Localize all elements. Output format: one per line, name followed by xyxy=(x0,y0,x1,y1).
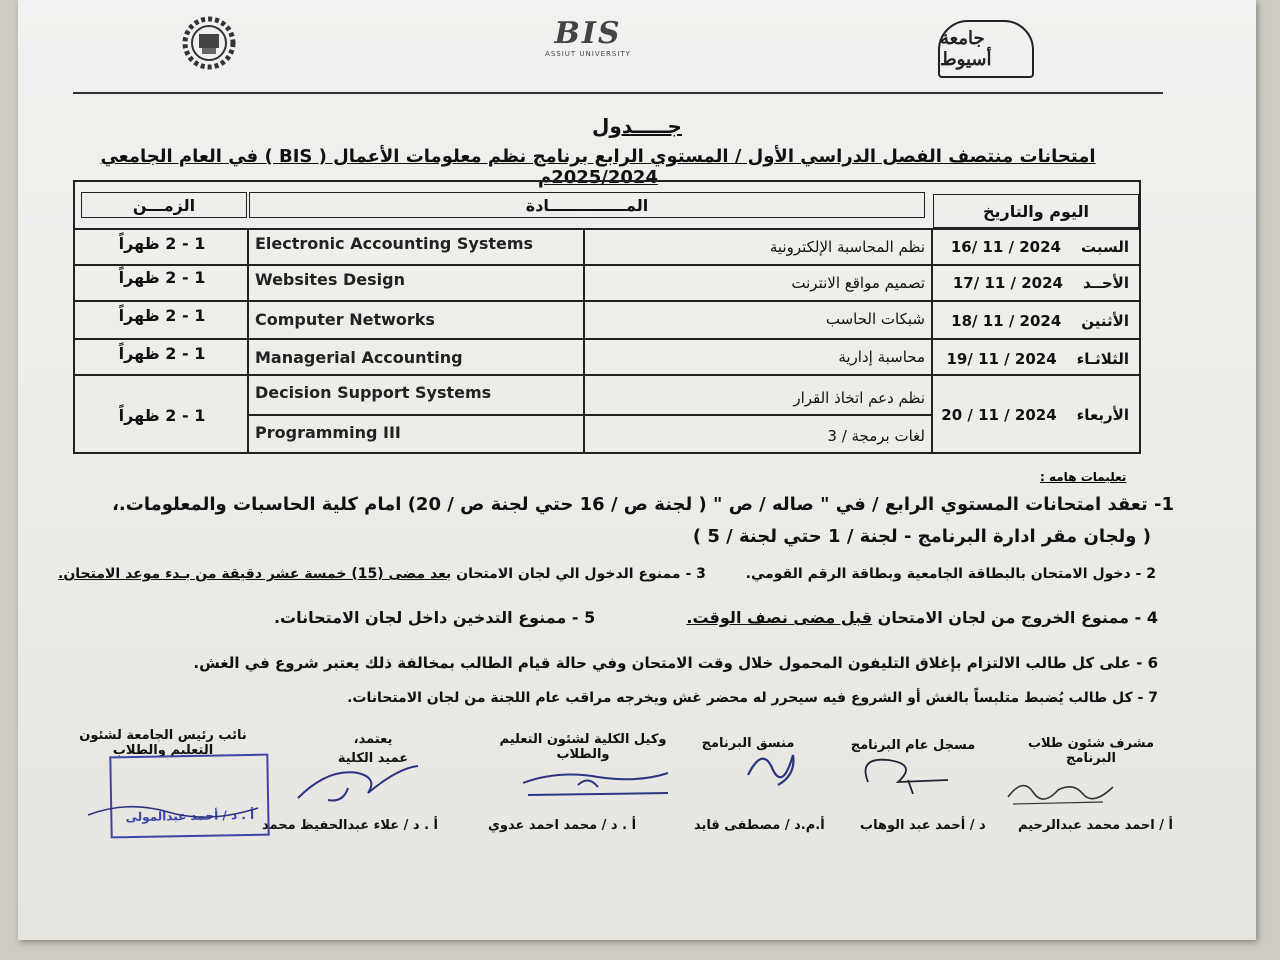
table-row-day-date xyxy=(933,266,1139,300)
university-logo-text: جامعة أسيوط xyxy=(940,28,992,70)
date-label: 2024 / 11 /17 xyxy=(952,274,1063,292)
bis-logo-text: BIS xyxy=(554,16,622,51)
instructions-title: تعليمات هامه : xyxy=(1040,470,1127,484)
instruction-1-continued: ( ولجان مقر ادارة البرنامج - لجنة / 1 حتي لجنة / 5 ) xyxy=(692,526,1151,547)
header-subject: المــــــــــــــادة xyxy=(249,192,925,218)
instruction-3: 3 - ممنوع الدخول الي لجان الامتحان xyxy=(451,566,706,582)
handwritten-signature xyxy=(1003,772,1123,812)
handwritten-signature xyxy=(288,758,428,808)
table-row-subject-ar: نظم المحاسبة الإلكترونية xyxy=(769,238,925,256)
day-label: الثلاثـاء xyxy=(1076,350,1129,368)
table-row-subject-ar: نظم دعم اتخاذ القرار xyxy=(793,389,925,407)
table-row-subject-en: Computer Networks xyxy=(255,309,435,329)
instruction-5: 5 - ممنوع التدخين داخل لجان الامتحانات. xyxy=(273,608,596,627)
instruction-4: 4 - ممنوع الخروج من لجان الامتحان xyxy=(872,608,1158,627)
signature-role: مشرف شئون طلاب البرنامج xyxy=(1027,736,1155,766)
signature-name: د / أحمد عبد الوهاب xyxy=(860,818,986,833)
page-subtitle: امتحانات منتصف الفصل الدراسي الأول / المستوي الرابع برنامج نظم معلومات الأعمال ( BIS ) في العام الجامعي 2025/2024م xyxy=(100,146,1096,188)
bis-logo xyxy=(513,18,663,64)
signature-block xyxy=(986,736,1156,766)
date-label: 2024 / 11 / 20 xyxy=(941,406,1057,424)
document-page xyxy=(18,0,1256,940)
instruction-6: 6 - على كل طالب الالتزام بإغلاق التليفون المحمول خلال وقت الامتحان وفي حالة قيام الطالب بمخالفة ذلك يعتبر شروع في الغش. xyxy=(193,654,1158,672)
stamp-name: أ . د / أحمد عبدالمولى xyxy=(125,807,255,825)
table-row-subject-en: Decision Support Systems xyxy=(255,382,492,402)
table-row-subject-ar: محاسبة إدارية xyxy=(838,348,925,366)
table-row-subject-en: Programming III xyxy=(255,422,401,442)
table-row-day-date xyxy=(933,342,1139,376)
date-label: 2024 / 11 /16 xyxy=(950,238,1061,256)
handwritten-signature xyxy=(738,745,808,795)
signature-name: أ . د / محمد احمد عدوي xyxy=(488,818,637,833)
instruction-1: 1- تعقد امتحانات المستوي الرابع / في " صاله / ص " ( لجنة ص / 16 حتي لجنة ص / 20) امام كلية الحاسبات والمعلومات.، xyxy=(112,494,1174,515)
university-logo xyxy=(938,20,1034,78)
table-row-subject-ar: لغات برمجة / 3 xyxy=(827,427,925,445)
table-row-time: 1 - 2 ظهراً xyxy=(118,267,206,287)
signature-role: مسجل عام البرنامج xyxy=(850,738,976,753)
instruction-2: 2 - دخول الامتحان بالبطاقة الجامعية وبطاقة الرقم القومي. xyxy=(745,566,1156,582)
day-label: الأربعاء xyxy=(1076,406,1129,424)
table-row-time: 1 - 2 ظهراً xyxy=(118,305,206,325)
date-label: 2024 / 11 /18 xyxy=(951,312,1062,330)
table-row-time: 1 - 2 ظهراً xyxy=(118,405,206,425)
page-title: جـــــدول xyxy=(592,114,682,138)
faculty-gear-logo xyxy=(166,14,252,72)
header-time: الزمـــن xyxy=(81,192,247,218)
signature-role: نائب رئيس الجامعة لشئون التعليم والطلاب xyxy=(79,728,247,758)
signature-block xyxy=(838,738,988,753)
date-label: 2024 / 11 /19 xyxy=(946,350,1057,368)
table-row-day-date xyxy=(933,230,1139,264)
table-row-time: 1 - 2 ظهراً xyxy=(118,343,206,363)
signature-name: أ / احمد محمد عبدالرحيم xyxy=(1018,818,1173,833)
handwritten-signature xyxy=(78,800,268,830)
instruction-2-3 xyxy=(58,566,1156,582)
instruction-7: 7 - كل طالب يُضبط متلبساً بالغش أو الشروع فيه سيحرر له محضر غش ويخرجه مراقب عام اللجنة من لجان الامتحانات. xyxy=(347,690,1158,706)
table-row-subject-ar: تصميم مواقع الانترنت xyxy=(791,274,925,292)
bis-logo-subtext: ASSIUT UNIVERSITY xyxy=(545,50,631,58)
table-row-subject-en: Electronic Accounting Systems xyxy=(255,233,534,253)
exam-schedule-table xyxy=(73,180,1141,454)
table-row-subject-ar: شبكات الحاسب xyxy=(825,310,925,328)
day-label: السبت xyxy=(1080,238,1129,256)
day-label: الأثنين xyxy=(1081,312,1129,330)
table-row-time: 1 - 2 ظهراً xyxy=(118,233,206,253)
signature-name: أ.م.د / مصطفى قايد xyxy=(694,818,825,833)
signature-role: عميد الكلية xyxy=(337,751,409,766)
signature-name: أ . د / علاء عبدالحفيظ محمد xyxy=(262,818,438,833)
table-row-day-date xyxy=(933,304,1139,338)
signature-block xyxy=(483,732,673,762)
table-row-subject-en: Websites Design xyxy=(255,269,405,289)
handwritten-signature xyxy=(848,752,978,802)
instruction-4-5 xyxy=(274,608,1158,627)
day-label: الأحــد xyxy=(1082,274,1129,292)
header-day-date: اليوم والتاريخ xyxy=(933,194,1139,228)
header-divider xyxy=(73,92,1163,94)
instruction-4-emphasis: قبل مضى نصف الوقت. xyxy=(686,608,873,627)
table-row-day-date xyxy=(933,376,1139,454)
table-row-subject-en: Managerial Accounting xyxy=(255,347,463,367)
handwritten-signature xyxy=(518,765,678,805)
signature-role: وكيل الكلية لشئون التعليم والطلاب xyxy=(499,732,667,762)
signature-role: منسق البرنامج xyxy=(701,736,795,751)
signature-approval: يعتمد، xyxy=(353,732,393,747)
instruction-3-emphasis: بعد مضى (15) خمسة عشر دقيقة من بـدء موعد الامتحان. xyxy=(58,566,452,582)
